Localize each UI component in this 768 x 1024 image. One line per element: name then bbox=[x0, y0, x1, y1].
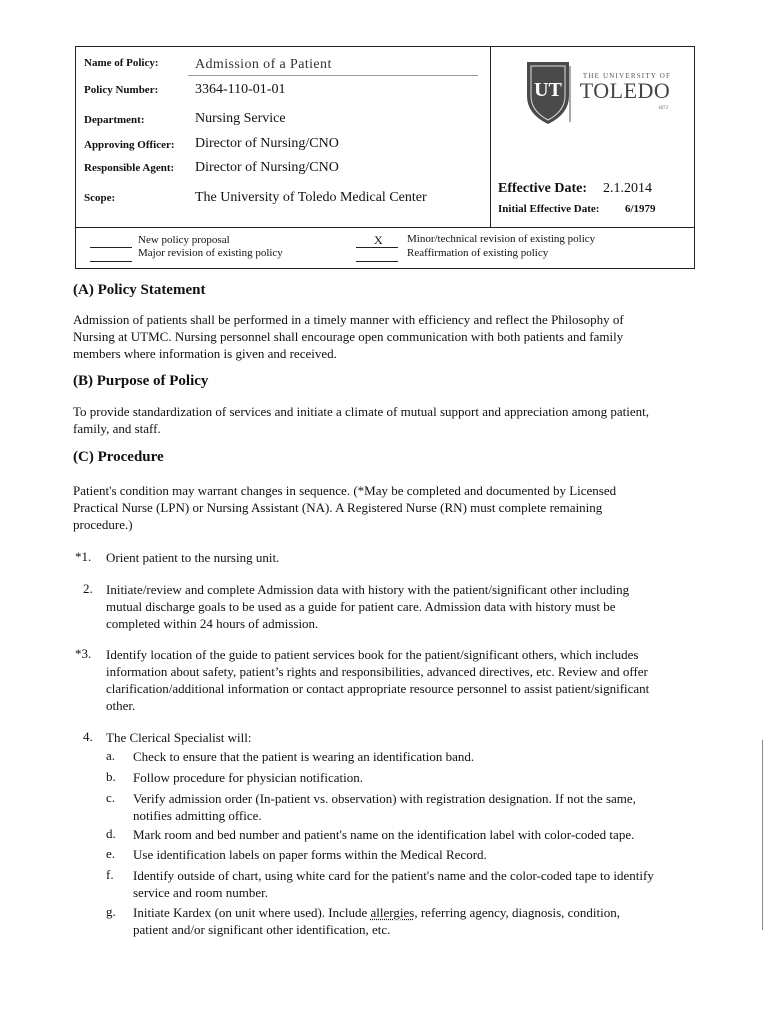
responsible-agent-label: Responsible Agent: bbox=[84, 162, 175, 174]
section-b-text bbox=[73, 403, 693, 437]
sub-item-letter: c. bbox=[106, 790, 116, 805]
new-proposal-checkbox-line bbox=[90, 247, 132, 248]
name-of-policy-label: Name of Policy: bbox=[84, 57, 159, 69]
item-line: information about safety, patient’s rights and responsibilities, advanced directives, etc. Review and offer bbox=[106, 664, 648, 679]
policy-title: Admission of a Patient bbox=[195, 57, 332, 72]
item-line: mutual discharge goals to be used as a guide for patient care. Admission data with history must be bbox=[106, 599, 616, 614]
scan-edge-line bbox=[762, 740, 763, 930]
section-c-intro-line: procedure.) bbox=[73, 517, 133, 532]
sub-item-line: Follow procedure for physician notification. bbox=[133, 770, 363, 785]
policy-number: 3364-110-01-01 bbox=[195, 82, 286, 97]
sub-item-line: Mark room and bed number and patient's name on the identification label with color-coded tape. bbox=[133, 827, 635, 842]
scope-value: The University of Toledo Medical Center bbox=[195, 190, 427, 205]
item-number: *1. bbox=[75, 549, 92, 564]
section-b-line: To provide standardization of services and initiate a climate of mutual support and appreciation among patient, bbox=[73, 404, 649, 419]
sub-item-line: Check to ensure that the patient is wearing an identification band. bbox=[133, 749, 475, 764]
logo-the-university-of: THE UNIVERSITY OF bbox=[582, 72, 672, 80]
sub-item-f bbox=[133, 867, 693, 901]
sub-item-line bbox=[133, 904, 693, 921]
sub-item-line: notifies admitting office. bbox=[133, 808, 262, 823]
allergies-underlined-text: allergies bbox=[370, 905, 415, 920]
department-label: Department: bbox=[84, 114, 145, 126]
effective-date-label: Effective Date: bbox=[498, 181, 588, 196]
sub-item-a bbox=[133, 748, 693, 765]
sub-item-b bbox=[133, 769, 693, 786]
item-line: The Clerical Specialist will: bbox=[106, 730, 252, 745]
section-b-heading: (B) Purpose of Policy bbox=[73, 373, 209, 389]
minor-revision-check-mark: X bbox=[374, 233, 383, 247]
header-vertical-divider bbox=[490, 47, 491, 227]
item-line: completed within 24 hours of admission. bbox=[106, 616, 319, 631]
section-c-heading: (C) Procedure bbox=[73, 449, 164, 465]
item-line: Identify location of the guide to patient services book for the patient/significant others, which includes bbox=[106, 647, 639, 662]
initial-effective-date-value: 6/1979 bbox=[625, 203, 656, 215]
logo-toledo: TOLEDO bbox=[579, 78, 671, 103]
reaffirmation-label: Reaffirmation of existing policy bbox=[407, 247, 549, 259]
procedure-item-3 bbox=[106, 646, 696, 714]
responsible-agent-value: Director of Nursing/CNO bbox=[195, 160, 339, 175]
sub-item-line: Verify admission order (In-patient vs. observation) with registration designation. If not the same, bbox=[133, 791, 636, 806]
procedure-item-1 bbox=[106, 549, 696, 566]
scope-label: Scope: bbox=[84, 192, 116, 204]
item-line: Initiate/review and complete Admission data with history with the patient/significant other including bbox=[106, 582, 630, 597]
sub-item-text: , referring agency, diagnosis, condition, bbox=[414, 905, 620, 920]
sub-item-letter: f. bbox=[106, 867, 114, 882]
approving-officer-value: Director of Nursing/CNO bbox=[195, 136, 339, 151]
sub-item-letter: e. bbox=[106, 846, 116, 861]
sub-item-c bbox=[133, 790, 693, 824]
effective-date-value: 2.1.2014 bbox=[603, 181, 652, 196]
sub-item-line: Identify outside of chart, using white card for the patient's name and the color-coded tape to identify bbox=[133, 868, 654, 883]
item-line: clarification/additional information or contact appropriate resource personnel to assist patient/significant bbox=[106, 681, 650, 696]
section-b-line: family, and staff. bbox=[73, 421, 161, 436]
logo-year: 1872 bbox=[658, 106, 668, 111]
item-line: other. bbox=[106, 698, 136, 713]
sub-item-d bbox=[133, 826, 693, 843]
section-c-intro-line: Patient's condition may warrant changes in sequence. (*May be completed and documented by Licensed bbox=[73, 483, 617, 498]
revision-divider bbox=[76, 227, 694, 228]
procedure-item-4 bbox=[106, 729, 696, 746]
section-a-line: Nursing at UTMC. Nursing personnel shall encourage open communication with both patients and family bbox=[73, 329, 624, 344]
sub-item-e bbox=[133, 846, 693, 863]
new-proposal-label: New policy proposal bbox=[138, 234, 230, 246]
approving-officer-label: Approving Officer: bbox=[84, 139, 175, 151]
reaffirmation-checkbox-line bbox=[356, 261, 398, 262]
sub-item-line: patient and/or significant other identification, etc. bbox=[133, 922, 391, 937]
section-a-line: members where information is given and received. bbox=[73, 346, 337, 361]
sub-item-line: service and room number. bbox=[133, 885, 269, 900]
item-number: 4. bbox=[83, 729, 93, 744]
sub-item-g bbox=[133, 904, 693, 938]
minor-revision-checkbox-line bbox=[356, 247, 398, 248]
policy-number-label: Policy Number: bbox=[84, 84, 159, 96]
logo-monogram: UT bbox=[534, 79, 562, 101]
section-a-text bbox=[73, 311, 693, 362]
ut-shield-icon bbox=[525, 56, 685, 128]
title-underline bbox=[188, 75, 478, 76]
initial-effective-date-label: Initial Effective Date: bbox=[498, 203, 600, 215]
sub-item-letter: b. bbox=[106, 769, 116, 784]
sub-item-letter: a. bbox=[106, 748, 116, 763]
procedure-item-2 bbox=[106, 581, 696, 632]
university-of-toledo-logo bbox=[525, 56, 685, 128]
sub-item-line: Use identification labels on paper forms within the Medical Record. bbox=[133, 847, 487, 862]
section-c-intro-line: Practical Nurse (LPN) or Nursing Assistant (NA). A Registered Nurse (RN) must complete remaining bbox=[73, 500, 603, 515]
minor-revision-label: Minor/technical revision of existing policy bbox=[407, 233, 596, 245]
item-number: 2. bbox=[83, 581, 93, 596]
item-number: *3. bbox=[75, 646, 92, 661]
major-revision-checkbox-line bbox=[90, 261, 132, 262]
sub-item-text: Initiate Kardex (on unit where used). Include bbox=[133, 905, 371, 920]
policy-header-box bbox=[75, 46, 695, 269]
department-value: Nursing Service bbox=[195, 111, 286, 126]
section-a-heading: (A) Policy Statement bbox=[73, 282, 206, 298]
major-revision-label: Major revision of existing policy bbox=[138, 247, 283, 259]
sub-item-letter: g. bbox=[106, 904, 116, 919]
sub-item-letter: d. bbox=[106, 826, 116, 841]
section-c-intro bbox=[73, 482, 693, 533]
section-a-line: Admission of patients shall be performed in a timely manner with efficiency and reflect the Philosophy of bbox=[73, 312, 624, 327]
item-line: Orient patient to the nursing unit. bbox=[106, 550, 280, 565]
